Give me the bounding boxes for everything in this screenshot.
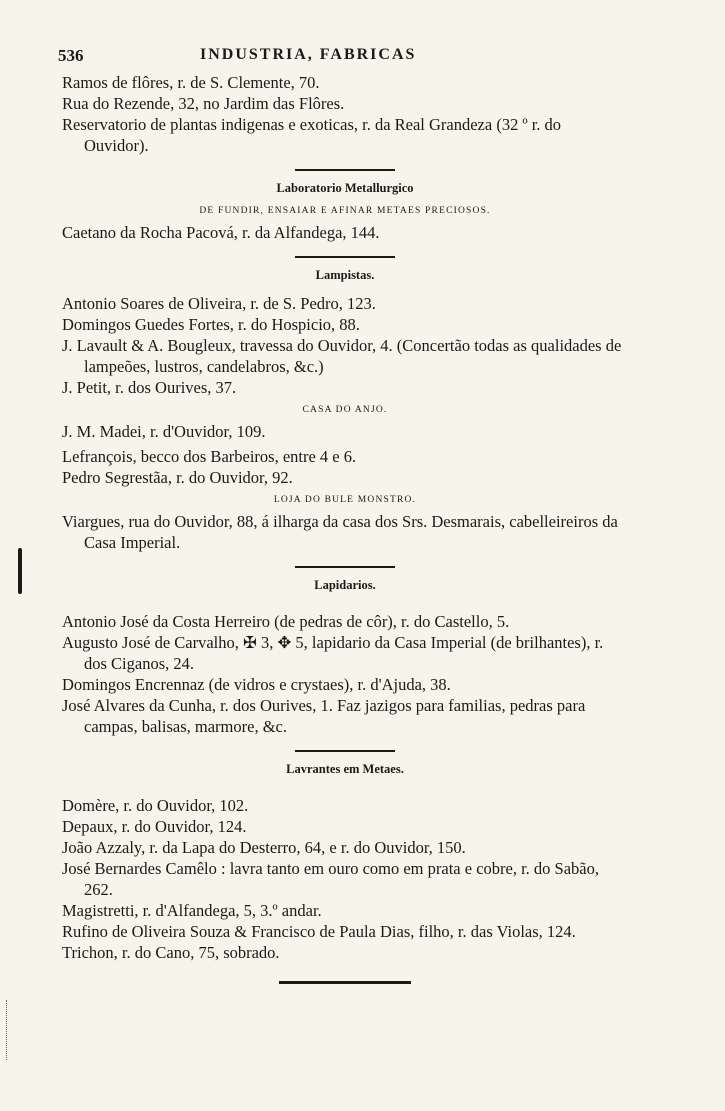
shop-subheading: CASA DO ANJO. — [302, 405, 388, 415]
section-divider — [295, 750, 395, 752]
list-item: J. Petit, r. dos Ourives, 37. — [62, 378, 237, 397]
list-item: Augusto José de Carvalho, ✠ 3, ✥ 5, lapidario da Casa Imperial (de brilhantes), r. dos Ciganos, 24. — [62, 633, 604, 673]
list-item: Domingos Encrennaz (de vidros e crystaes), r. d'Ajuda, 38. — [62, 675, 451, 694]
list-item: Magistretti, r. d'Alfandega, 5, 3.º andar. — [62, 901, 322, 920]
list-item: Caetano da Rocha Pacová, r. da Alfandega, 144. — [62, 223, 380, 242]
list-item: Viargues, rua do Ouvidor, 88, á ilharga da casa dos Srs. Desmarais, cabelleireiros da Casa Imperial. — [62, 512, 618, 552]
shop-subheading: LOJA DO BULE MONSTRO. — [273, 495, 417, 505]
list-item: José Alvares da Cunha, r. dos Ourives, 1. Faz jazigos para familias, pedras para campas, balisas, marmore, &c. — [62, 696, 586, 736]
margin-dotted-mark — [6, 1000, 9, 1060]
list-item: Ramos de flôres, r. de S. Clemente, 70. — [62, 73, 320, 92]
section-title: Lampistas. — [315, 268, 375, 282]
page-header — [58, 42, 628, 72]
section-divider — [295, 566, 395, 568]
page-number: 536 — [58, 46, 84, 65]
section-title: Lavrantes em Metaes. — [286, 762, 404, 776]
list-item: J. M. Madei, r. d'Ouvidor, 109. — [62, 422, 266, 441]
list-item: Domingos Guedes Fortes, r. do Hospicio, 88. — [62, 315, 360, 334]
list-item: Pedro Segrestãa, r. do Ouvidor, 92. — [62, 468, 293, 487]
list-item: João Azzaly, r. da Lapa do Desterro, 64, e r. do Ouvidor, 150. — [62, 838, 466, 857]
section-divider — [295, 256, 395, 258]
list-item: José Bernardes Camêlo : lavra tanto em ouro como em prata e cobre, r. do Sabão, 262. — [62, 859, 599, 899]
list-item: Domère, r. do Ouvidor, 102. — [62, 796, 249, 815]
list-item: Rufino de Oliveira Souza & Francisco de Paula Dias, filho, r. das Violas, 124. — [62, 922, 576, 941]
list-item: Depaux, r. do Ouvidor, 124. — [62, 817, 247, 836]
intro-list — [62, 72, 628, 156]
section-lampistas — [62, 268, 628, 553]
list-item: Trichon, r. do Cano, 75, sobrado. — [62, 943, 280, 962]
section-divider — [295, 169, 395, 171]
section-subheading: DE FUNDIR, ENSAIAR E AFINAR METAES PRECIOSOS. — [199, 206, 491, 216]
running-title: INDUSTRIA, FABRICAS — [200, 46, 417, 63]
section-lavrantes — [62, 762, 628, 963]
list-item: Reservatorio de plantas indigenas e exoticas, r. da Real Grandeza (32 º r. do Ouvidor). — [62, 115, 562, 155]
section-lapidarios — [62, 578, 628, 737]
list-item: Antonio José da Costa Herreiro (de pedras de côr), r. do Castello, 5. — [62, 612, 510, 631]
margin-ink-mark — [18, 548, 22, 594]
section-laboratorio — [62, 181, 628, 243]
directory-page — [58, 42, 628, 984]
section-title: Laboratorio Metallurgico — [276, 181, 414, 195]
list-item: Rua do Rezende, 32, no Jardim das Flôres. — [62, 94, 345, 113]
end-rule — [279, 981, 411, 984]
list-item: Antonio Soares de Oliveira, r. de S. Pedro, 123. — [62, 294, 376, 313]
section-title: Lapidarios. — [314, 578, 376, 592]
list-item: J. Lavault & A. Bougleux, travessa do Ouvidor, 4. (Concertão todas as qualidades de lampeões, lustros, candelabros, &c.) — [62, 336, 622, 376]
list-item: Lefrançois, becco dos Barbeiros, entre 4 e 6. — [62, 447, 357, 466]
